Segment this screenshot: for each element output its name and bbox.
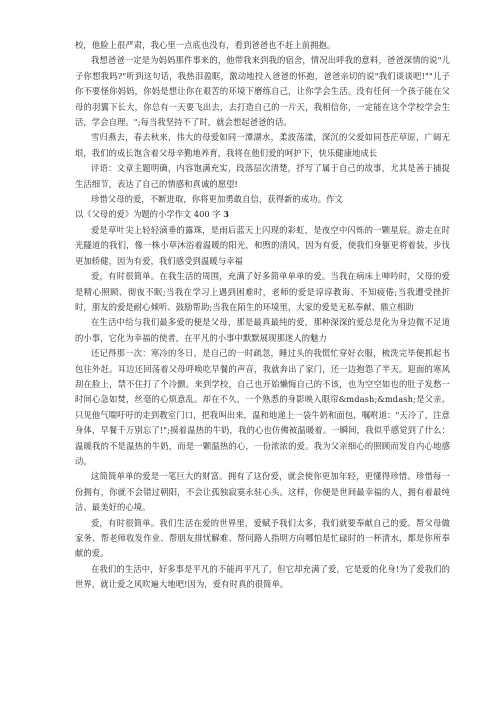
- paragraph-3: 雪归燕去，春去秋来，伟大的母爱如同一潭湖水，柔波荡漾，深沉的父爱如同苍茫草原，广阔无垠，我们的成长饱含着父母辛勤地养育，我将在他们爱的呵护下，快乐健康地成长: [75, 132, 450, 158]
- paragraph-11: 爱，有时很简单。我们生活在爱的世界里，爱赋予我们太多，我们就要奉献自己的爱。帮父母做家务、帮老师收发作业、帮朋友排忧解难、帮问路人指明方向哪怕是忙碌时的一杯清水，都是你所奉献的爱。: [75, 517, 450, 559]
- paragraph-2: 我想爸爸一定是为妈妈那件事来的，他带我来到我的宿舍，情况出呼我的意料，爸爸深情的说"儿子你想我吗?"听到这句话，我热泪盈眶，激动地投入爸爸的怀抱，爸爸亲切的说"我们谈谈吧!""儿子你不要怪你妈妈，你妈是想让你在艰苦的环境下磨练自己，让你学会生活。没有任何一个孩子能在父母的羽翼下长大，你总有一天要飞出去，去打造自己的一片天，我相信你，一定能在这个学校学会生活，学会自理。";每当我坚持不了时，就会想起爸爸的话。: [75, 55, 450, 128]
- paragraph-7: 爱，有时很简单。在我生活的周围，充满了好多简单单单的爱。当我在病床上呻吟时，父母的爱是精心照顾、彻夜不眠;当我在学习上遇到困难时，老师的爱是谆谆教诲、不知疲倦;当我遭受挫折时，朋友的爱是耐心倾听、鼓励帮助;当我在陌生的环境里，大家的爱是无私奉献、鼎立相助: [75, 271, 450, 312]
- paragraph-12: 在我们的生活中，好多事是平凡的不能再平凡了，但它却充满了爱，它是爱的化身!为了爱我们的世界，就让爱之风吹遍大地吧!因为，爱有时真的很简单。: [75, 563, 450, 590]
- paragraph-8: 在生活中给与我们最多爱的便是父母，那是最真最纯的爱，那种深深的爱总是化为身边微不足道的小事，它化为幸福的使者，在平凡的小事中默默展现那迷人的魅力: [75, 317, 450, 343]
- essay-subtitle-text: 以《父母的爱》为题的小学作文 400 字: [75, 209, 221, 220]
- paragraph-4: 评语：文章主题明确，内容饱满充实，段落层次清楚，抒写了属于自己的故事，尤其是善于捕捉生活细节，表达了自己的情感和真诚的愿望!: [75, 163, 450, 189]
- paragraph-1: 校，他脸上很严肃，我心里一点底也没有，看到爸爸也不赶上前拥抱。: [75, 40, 336, 50]
- essay-subtitle: [75, 207, 450, 222]
- paragraph-6: 爱是草叶尖上轻轻滴垂的露珠，是雨后蓝天上闪现的彩虹，是夜空中闪烁的一颗星辰。游走在时光隧道的我们，像一株小草沐浴着温暖的阳光，和煦的清风，因为有爱，使我们身躯更将着装，步伐更加轿健，因为有爱，我们感受到温暖与幸福: [75, 224, 450, 266]
- paragraph-9: 还记得那一次：寒冷的冬日，是自己的一时疏忽，睡过头的我慌忙穿好衣服，梳洗完毕便抓起书包往外赶。耳边还回荡着父母呼唤吃早餐的声音，我就奔出了家门，还一边抱怨了半天。迎面的寒风刮在脸上，禁不住打了个冷颤。来到学校，自己也开始懒悔自己的不该，也为空空如也的肚子发愁一时间心急如焚，丝毫的心烦意乱。却在不久，一个熟悉的身影映入眼帘&mdash;&mdash;是父亲。只见他气喘吁吁的走到教室门口，把我叫出来，温和地递上一袋牛奶和面包，嘱咐道："天冷了，注意身体，早餐千万别忘了!";摸着温热的牛奶，我的心也仿佛被温暖着。一瞬间，我似乎感觉到了什么：温暖我的不是温热的牛奶，而是一颗温热的心，一份浓浓的爱。我为父亲细心的照顾而发自内心地感动。: [75, 348, 450, 466]
- paragraph-5: 珍惜父母的爱，不断进取，你将更加勇敢自信，获得新的成功。作文: [91, 194, 343, 205]
- essay-subtitle-number: 3: [223, 209, 229, 220]
- paragraph-10: 这简简单单的爱是一笔巨大的财富。拥有了这份爱，就会使你更加年轻，更懂得珍惜。珍惜每一份拥有，你就不会错过朝阳，不会让孤独寂寞永驻心头。这样，你便是世间最幸福的人，拥有着最纯洁、最美好的心境。: [75, 471, 450, 513]
